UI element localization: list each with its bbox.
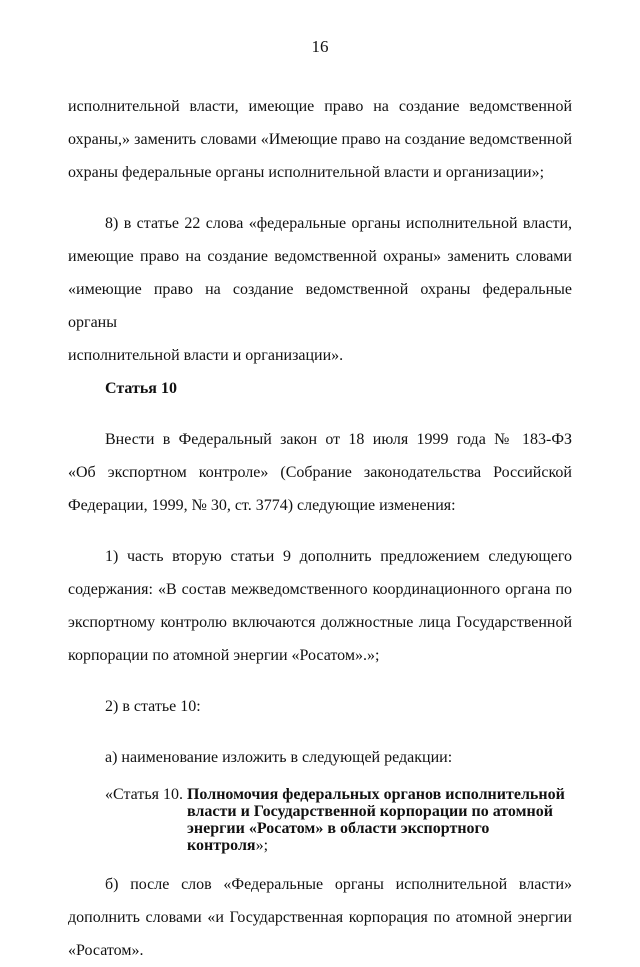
text-line: «Росатом». [68,942,144,959]
text-line: исполнительной власти, имеющие право на создание ведомственной [68,98,572,115]
text-line: содержания: «В состав межведомственного координационного органа по [68,581,572,598]
paragraph-item-8 [68,207,572,372]
text-line: 1) часть вторую статьи 9 дополнить предложением следующего [105,548,572,565]
text-line: Федерации, 1999, № 30, ст. 3774) следующие изменения: [68,497,456,514]
text-line: Внести в Федеральный закон от 18 июля 1999 года № 183-ФЗ [105,431,572,448]
text-line: б) после слов «Федеральные органы исполнительной власти» [105,876,572,893]
page-number: 16 [311,37,329,56]
text-line: «имеющие право на создание ведомственной охраны федеральные органы [68,281,572,331]
text-line: Полномочия федеральных органов исполнительной [186,786,565,803]
text-line: экспортному контролю включаются должностные лица Государственной [68,614,572,631]
text-line: исполнительной власти и организации». [68,347,344,364]
text-line: охраны федеральные органы исполнительной власти и организации»; [68,164,545,181]
article-title-suffix: »; [255,837,269,854]
text-line: корпорации по атомной энергии «Росатом».»; [68,647,380,664]
text-line: имеющие право на создание ведомственной охраны» заменить словами [68,248,572,265]
paragraph-item-b [68,868,572,967]
paragraph-continuation [68,90,572,189]
article-title-label: «Статья 10. [105,786,187,803]
text-line: 8) в статье 22 слова «федеральные органы исполнительной власти, [105,215,572,232]
document-body [68,90,572,967]
paragraph-item-2: 2) в статье 10: [105,698,201,715]
text-line: охраны,» заменить словами «Имеющие право на создание ведомственной [68,131,572,148]
paragraph-intro [68,423,572,522]
article-heading: Статья 10 [105,380,177,397]
text-line: власти и Государственной корпорации по атомной [186,803,553,820]
text-line: «Об экспортном контроле» (Собрание законодательства Российской [68,464,572,481]
article-title-text [187,786,572,854]
text-line: дополнить словами «и Государственная корпорация по атомной энергии [68,909,572,926]
paragraph-item-1 [68,540,572,672]
article-title-quote [68,786,572,854]
paragraph-item-a: а) наименование изложить в следующей редакции: [105,749,453,766]
text-line: энергии «Росатом» в области экспортного контроля»; [186,820,490,854]
